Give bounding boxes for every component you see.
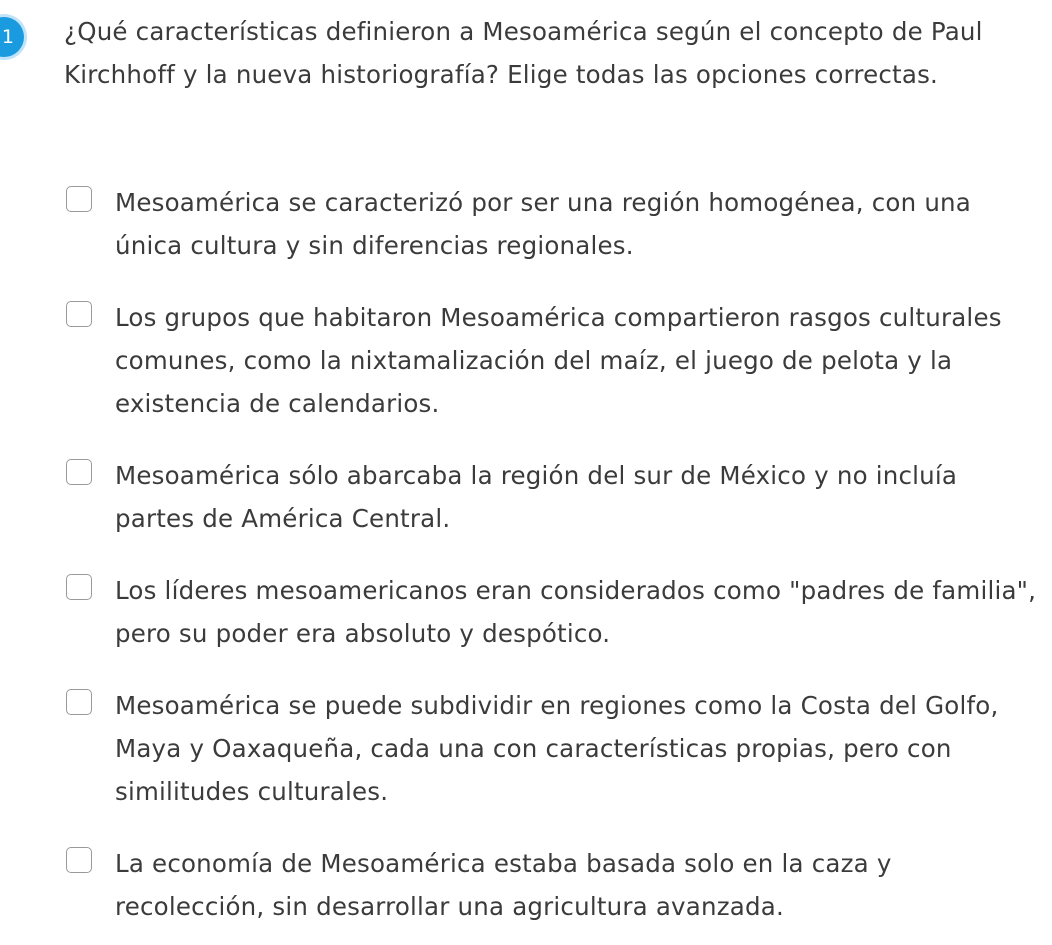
option-2[interactable] [66,296,1041,425]
option-5-checkbox[interactable] [66,689,92,715]
question-number: 1 [1,26,14,48]
option-4-label[interactable]: Los líderes mesoamericanos eran considerados como "padres de familia", pero su poder era absoluto y despótico. [115,576,1037,648]
option-5-label[interactable]: Mesoamérica se puede subdividir en regiones como la Costa del Golfo, Maya y Oaxaqueña, cada una con características propias, pero con similitudes culturales. [115,691,999,806]
option-3[interactable] [66,454,1041,540]
option-4-checkbox[interactable] [66,574,92,600]
question-number-badge [0,17,24,57]
option-6[interactable] [66,842,1041,928]
option-2-checkbox[interactable] [66,301,92,327]
option-6-checkbox[interactable] [66,847,92,873]
option-1-checkbox[interactable] [66,186,92,212]
question-text: ¿Qué características definieron a Mesoamérica según el concepto de Paul Kirchhoff y la nueva historiografía? Elige todas las opciones correctas. [64,17,983,89]
option-1[interactable] [66,181,1041,267]
option-3-label[interactable]: Mesoamérica sólo abarcaba la región del sur de México y no incluía partes de América Central. [115,461,958,533]
option-2-label[interactable]: Los grupos que habitaron Mesoamérica compartieron rasgos culturales comunes, como la nixtamalización del maíz, el juego de pelota y la existencia de calendarios. [115,303,1002,418]
option-6-label[interactable]: La economía de Mesoamérica estaba basada solo en la caza y recolección, sin desarrollar una agricultura avanzada. [115,849,892,921]
option-5[interactable] [66,684,1041,813]
option-3-checkbox[interactable] [66,459,92,485]
option-1-label[interactable]: Mesoamérica se caracterizó por ser una región homogénea, con una única cultura y sin diferencias regionales. [115,188,971,260]
option-4[interactable] [66,569,1041,655]
answer-options-list [66,181,1041,928]
